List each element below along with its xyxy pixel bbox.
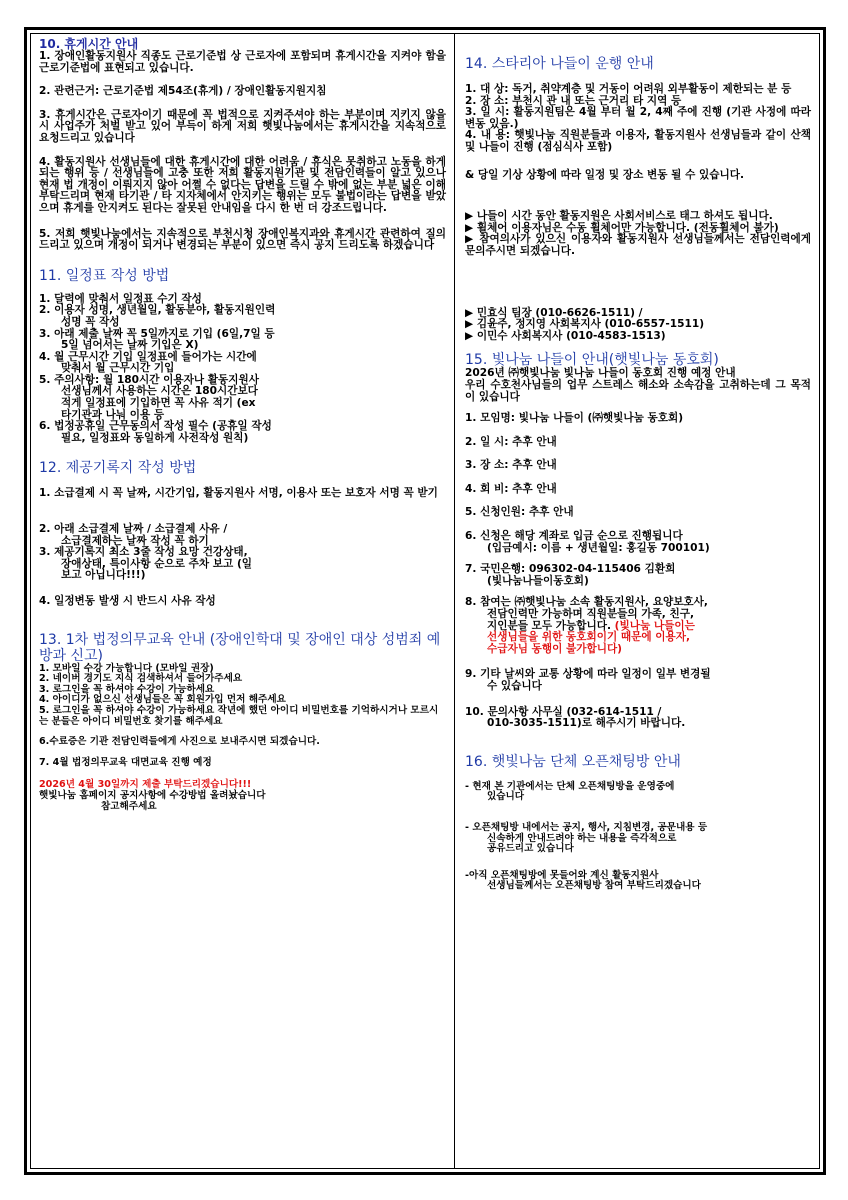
section-16-title: 16. 햇빛나눔 단체 오픈채팅방 안내 [465,753,681,770]
section-14-note-1: ▶ 나들이 시간 동안 활동지원은 사회서비스로 태그 하셔도 됩니다. [465,210,773,223]
section-15-item-10-cont: 010-3035-1511)로 해주시기 바랍니다. [487,717,686,730]
section-12-item-2-cont: 소급결제하는 날짜 작성 꼭 하기 [61,534,209,547]
section-15-item-8-text: 지인분들 모두 가능합니다. [487,619,611,632]
section-15-item-8-red-3: 수급자님 동행이 불가합니다) [487,642,623,655]
section-15-item-8-red-2: 선생님들을 위한 동호회이기 때문에 이용자, [487,631,690,644]
section-13-note-cont: 참고해주세요 [101,800,157,812]
section-14-note-3: ▶ 참여의사가 있으신 이용자와 활동지원사 선생님들께서는 전담인력에게 문의주시면 되겠습니다. [465,233,815,257]
section-16-item-1: - 현재 본 기관에서는 단체 오픈채팅방을 운영중에 [465,780,675,792]
section-11-item-6: 6. 법정공휴일 근무동의서 작성 필수 (공휴일 작성 [39,420,272,433]
section-15-item-2: 2. 일 시: 추후 안내 [465,435,557,448]
section-15-item-9-cont: 수 있습니다 [487,680,542,692]
section-14-contact-2: ▶ 김윤주, 정지영 사회복지사 (010-6557-1511) [465,318,705,331]
section-16-item-2-cont-1: 신속하게 안내드려야 하는 내용을 즉각적으로 [487,832,677,844]
section-15-intro-1: 2026년 ㈜햇빛나눔 빛나눔 나들이 동호회 진행 예정 안내 [465,367,736,380]
section-13-deadline: 2026년 4월 30일까지 제출 부탁드리겠습니다!!! [39,779,252,791]
section-13-item-1: 1. 모바일 수강 가능합니다 (모바일 권장) [39,662,214,674]
section-12-item-3-cont-2: 보고 아닙니다!!!) [61,569,146,582]
section-16-item-3-cont: 선생님들께서는 오픈채팅방 참여 부탁드리겠습니다 [487,880,701,892]
section-15-club-outing [465,352,811,729]
section-14-item-4: 4. 내 용: 햇빛나눔 직원분들과 이용자, 활동지원사 선생님들과 같이 산책 및 나들이 진행 (점심식사 포함) [465,129,815,153]
section-10-para-5: 5. 저희 햇빛나눔에서는 지속적으로 부천시청 장애인복지과와 휴게시간 관련하여 질의 드리고 있으며 개정이 되거나 변경되는 부분이 있으면 즉시 공지 드리도록 하겠습니다 [39,227,450,252]
section-13-item-2: 2. 네이버 경기도 지식 검색하셔서 들어가주세요 [39,673,243,685]
section-11-item-3-cont: 5일 넘어서는 날짜 기입은 X) [61,339,199,352]
section-12-service-record [39,460,446,607]
section-16-item-2: - 오픈채팅방 내에서는 공지, 행사, 지침변경, 공문내용 등 [465,821,708,833]
document-inner-frame [30,33,820,1169]
section-15-item-6-cont: (입금예시: 이름 + 생년월일: 홍길동 700101) [487,541,710,554]
section-10-para-3: 3. 휴게시간은 근로자이기 때문에 꼭 법적으로 지켜주셔야 하는 부분이며 지키지 않을 시 사업주가 처벌 받고 있어 부득이 하게 저희 햇빛나눔에서는 휴게시간을 지속적으로 요청드리고 있습니다 [39,108,450,144]
section-16-item-3: -아직 오픈채팅방에 못들어와 계신 활동지원사 [465,869,659,881]
section-11-item-4: 4. 월 근무시간 기입 일정표에 들어가는 시간에 [39,350,257,363]
section-13-item-5: 5. 로그인을 꼭 하셔야 수강이 가능하세요 작년에 했던 아이디 비밀번호를 기억하시거나 모르시는 분들은 아이디 비밀번호 찾기를 해주세요 [39,704,439,727]
document-frame [24,27,826,1175]
section-15-title: 15. 빛나눔 나들이 안내(햇빛나눔 동호회) [465,352,719,369]
section-10-title: 10. 휴게시간 안내 [39,37,139,51]
section-14-contact-1: ▶ 민효식 팀장 (010-6626-1511) / [465,306,643,319]
section-10-para-2: 2. 관련근거: 근로기준법 제54조(휴게) / 장애인활동지원지침 [39,85,327,98]
section-14-note-2: ▶ 휠체어 이용자님은 수동 휠체어만 가능합니다. (전동휠체어 불가) [465,221,779,234]
section-11-item-6-cont: 필요, 일정표와 동일하게 사전작성 원칙) [61,431,249,444]
section-15-item-10: 10. 문의사항 사무실 (032-614-1511 / [465,705,662,718]
section-11-item-2: 2. 이용자 성명, 생년월일, 활동분야, 활동지원인력 [39,304,276,317]
section-12-item-1: 1. 소급결제 시 꼭 날짜, 시간기입, 활동지원사 서명, 이용사 또는 보호자 서명 꼭 받기 [39,487,438,500]
section-13-item-3: 3. 로그인을 꼭 하셔야 수강이 가능하세요 [39,683,215,695]
section-14-item-3: 3. 일 시: 활동지원팀은 4월 부터 월 2, 4째 주에 진행 (기관 사정에 따라 변동 있음.) [465,106,815,130]
section-15-item-8-cont-1: 전담인력만 가능하며 직원분들의 가족, 친구, [487,608,695,621]
section-10-para-1: 1. 장애인활동지원사 직종도 근로기준법 상 근로자에 포함되며 휴게시간을 지켜야 함을 근로기준법에 표현되고 있습니다. [39,50,450,74]
section-11-title: 11. 일정표 작성 방법 [39,267,170,284]
section-11-schedule [39,268,446,445]
section-10-para-4: 4. 활동지원사 선생님들에 대한 휴게시간에 대한 어려움 / 휴식은 못취하고 노동을 하게 되는 행위 등 / 선생님들에 고충 또한 저희 활동지원기관 및 전담인력들이 알고 있으나 현재 법 개정이 이뤄지지 않아 어쩔 수 없다는 답변을 드릴 수 밖에 없는 부분 넓은 이해 부탁드리며 현재 타기관 / 타 지자체에서 안지키는 행위는 모두 불법이라는 답변을 받았으며 휴게를 안지켜도 된다는 잘못된 안내임을 다시 한 번 더 강조드립니다. [39,155,450,214]
section-13-note: 햇빛나눔 홈페이지 공지사항에 수강방법 올려놨습니다 [39,789,266,801]
section-11-item-5-cont-1: 선생님께서 사용하는 시간은 180시간보다 [61,385,258,398]
section-13-mandatory-education [39,632,446,813]
section-12-item-3-cont-1: 장애상태, 특이사항 순으로 주차 보고 (일 [61,557,253,570]
section-13-title: 13. 1차 법정의무교육 안내 (장애인학대 및 장애인 대상 성범죄 예방과 신고) [39,631,441,664]
section-12-item-2: 2. 아래 소급결제 날짜 / 소급결제 사유 / [39,523,228,536]
section-12-title: 12. 제공기록지 작성 방법 [39,460,197,477]
section-15-item-6: 6. 신청은 해당 계좌로 입금 순으로 진행됩니다 [465,530,683,543]
section-15-item-7-cont: (빛나눔나들이동호회) [487,574,589,587]
section-15-item-8-red-1: (빛나눔 나들이는 [610,619,695,632]
section-15-item-9: 9. 기타 날씨와 교통 상황에 따라 일정이 일부 변경될 [465,668,711,681]
section-11-item-5-cont-2: 적게 일정표에 기입하면 꼭 사유 적기 (ex [61,397,256,410]
section-15-item-1: 1. 모임명: 빛나눔 나들이 (㈜햇빛나눔 동호회) [465,412,684,425]
section-11-item-1: 1. 달력에 맞춰서 일정표 수기 작성 [39,292,202,305]
section-16-item-2-cont-2: 공유드리고 있습니다 [487,843,574,855]
section-11-item-2-cont: 성명 꼭 작성 [61,315,120,328]
section-12-item-4: 4. 일정변동 발생 시 반드시 사유 작성 [39,595,216,607]
section-11-item-5: 5. 주의사항: 월 180시간 이용자나 활동지원사 [39,373,259,386]
section-12-item-3: 3. 제공기록지 최소 3줄 작성 요망 건강상태, [39,546,248,559]
section-15-item-3: 3. 장 소: 추후 안내 [465,459,557,472]
section-10-break-time [39,37,450,252]
left-column [31,34,454,1168]
section-14-staria-outing [465,56,815,342]
section-13-item-6: 6.수료증은 기관 전담인력들에게 사진으로 보내주시면 되겠습니다. [39,736,320,748]
section-15-item-5: 5. 신청인원: 추후 안내 [465,506,574,519]
section-15-intro-2: 우리 수호천사님들의 업무 스트레스 해소와 소속감을 고취하는데 그 목적이 있습니다 [465,378,811,403]
section-14-weather-note: & 당일 기상 상황에 따라 일정 및 장소 변동 될 수 있습니다. [465,168,744,181]
right-column [455,34,819,1168]
section-14-item-2: 2. 장 소: 부천시 관 내 또는 근거리 타 지역 등 [465,94,682,107]
section-13-item-7: 7. 4월 법정의무교육 대면교육 진행 예정 [39,756,212,768]
section-11-item-4-cont: 맞춰서 월 근무시간 기입 [61,362,175,375]
section-11-item-3: 3. 아래 제출 날짜 꼭 5일까지로 기입 (6일,7일 등 [39,327,275,340]
section-15-item-7: 7. 국민은행: 096302-04-115406 김환희 [465,563,676,576]
section-16-item-1-cont: 있습니다 [487,791,525,803]
section-15-item-4: 4. 회 비: 추후 안내 [465,482,557,495]
section-15-item-8: 8. 참여는 ㈜햇빛나눔 소속 활동지원사, 요양보호사, [465,596,708,609]
section-16-open-chat [465,754,811,892]
section-14-contact-3: ▶ 이민수 사회복지사 (010-4583-1513) [465,329,666,342]
section-13-item-4: 4. 아이디가 없으신 선생님들은 꼭 회원가입 먼저 해주세요 [39,694,286,706]
section-14-item-1: 1. 대 상: 독거, 취약계층 및 거동이 어려워 외부활동이 제한되는 분 등 [465,83,792,95]
section-14-title: 14. 스타리아 나들이 운행 안내 [465,56,654,72]
section-11-item-5-cont-3: 타기관과 나눠 이용 등 [61,408,165,421]
